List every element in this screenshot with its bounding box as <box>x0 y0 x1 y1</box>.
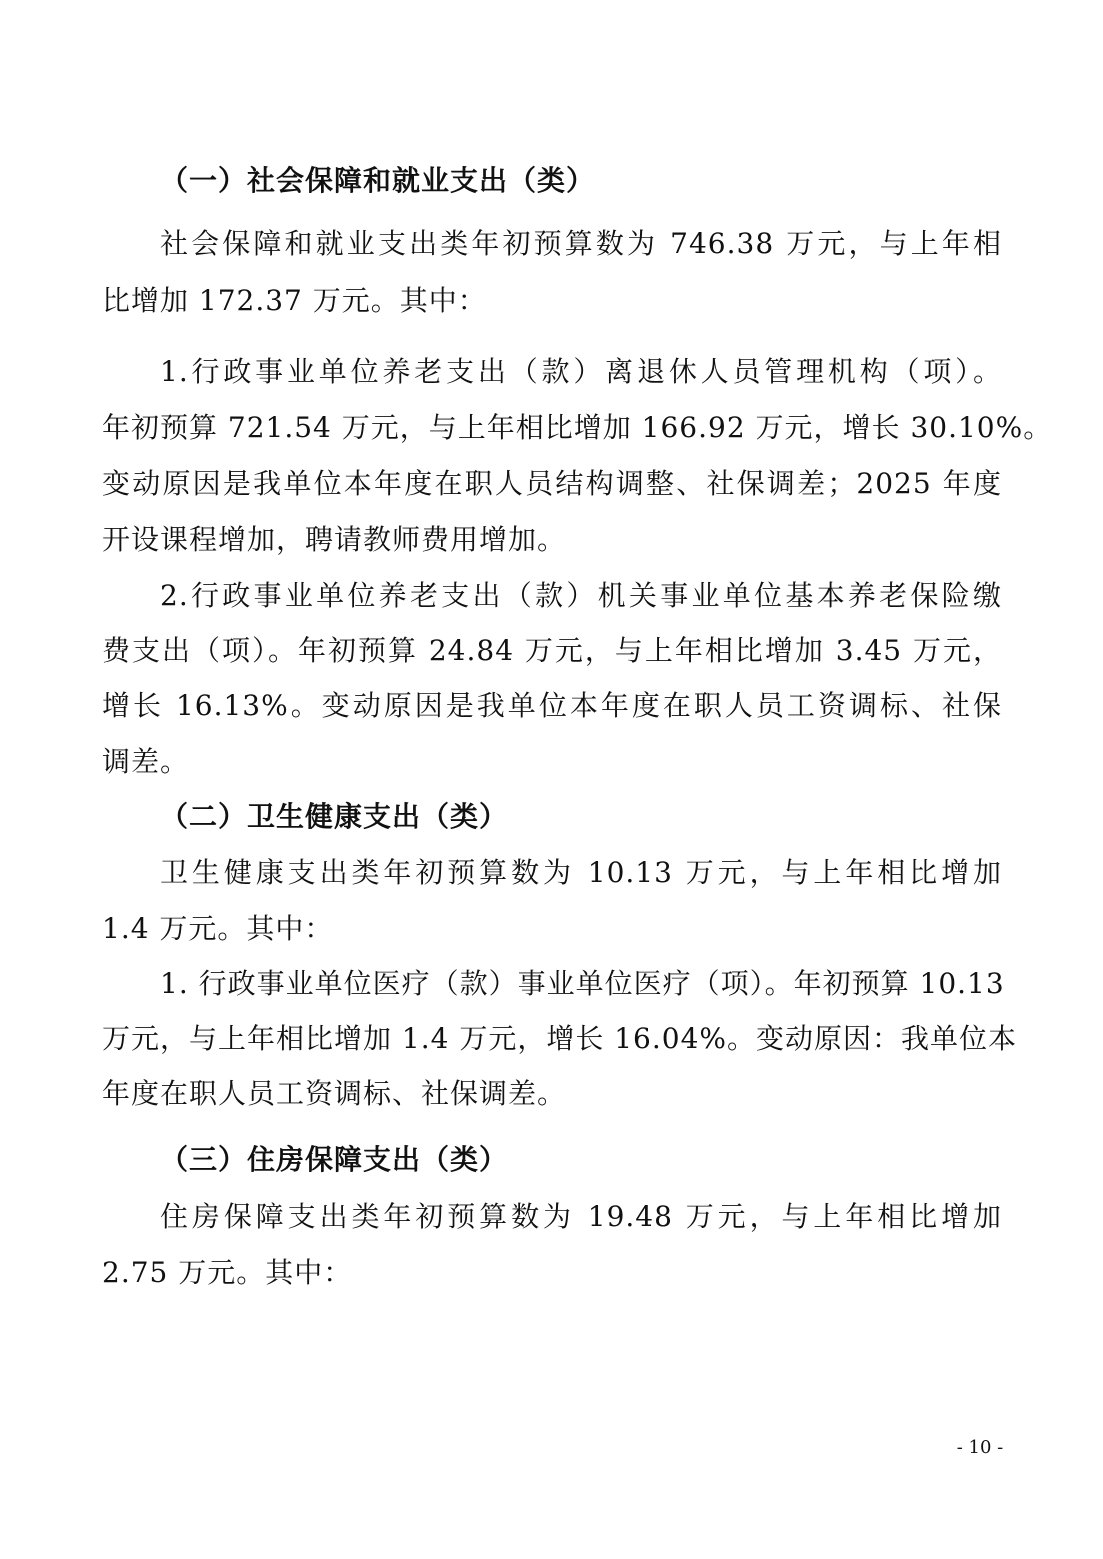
section-heading-housing: （三）住房保障支出（类） <box>160 1143 509 1176</box>
paragraph-line: 住房保障支出类年初预算数为 19.48 万元，与上年相比增加 <box>160 1200 1002 1233</box>
paragraph-line: 1. 行政事业单位医疗（款）事业单位医疗（项）。年初预算 10.13 <box>160 967 1005 1000</box>
section-heading-health: （二）卫生健康支出（类） <box>160 800 509 833</box>
paragraph-line: 年初预算 721.54 万元，与上年相比增加 166.92 万元，增长 30.10%。 <box>102 411 1053 444</box>
paragraph-line: 1.行政事业单位养老支出（款）离退休人员管理机构（项）。 <box>160 355 1002 388</box>
section-heading-social-security: （一）社会保障和就业支出（类） <box>160 164 596 197</box>
paragraph-line: 年度在职人员工资调标、社保调差。 <box>102 1077 567 1110</box>
paragraph-line: 卫生健康支出类年初预算数为 10.13 万元，与上年相比增加 <box>160 856 1002 889</box>
page-number: - 10 - <box>956 1437 1004 1458</box>
paragraph-line: 比增加 172.37 万元。其中： <box>102 284 487 317</box>
paragraph-line: 1.4 万元。其中： <box>102 912 334 945</box>
paragraph-line: 调差。 <box>102 745 190 778</box>
paragraph-line: 社会保障和就业支出类年初预算数为 746.38 万元，与上年相 <box>160 227 1002 260</box>
paragraph-line: 万元，与上年相比增加 1.4 万元，增长 16.04%。变动原因：我单位本 <box>102 1022 1017 1055</box>
paragraph-line: 2.行政事业单位养老支出（款）机关事业单位基本养老保险缴 <box>160 579 1002 612</box>
paragraph-line: 增长 16.13%。变动原因是我单位本年度在职人员工资调标、社保 <box>102 689 1002 722</box>
paragraph-line: 开设课程增加，聘请教师费用增加。 <box>102 523 567 556</box>
paragraph-line: 2.75 万元。其中： <box>102 1256 353 1289</box>
paragraph-line: 变动原因是我单位本年度在职人员结构调整、社保调差；2025 年度 <box>102 467 1002 500</box>
paragraph-line: 费支出（项）。年初预算 24.84 万元，与上年相比增加 3.45 万元， <box>102 634 1002 667</box>
